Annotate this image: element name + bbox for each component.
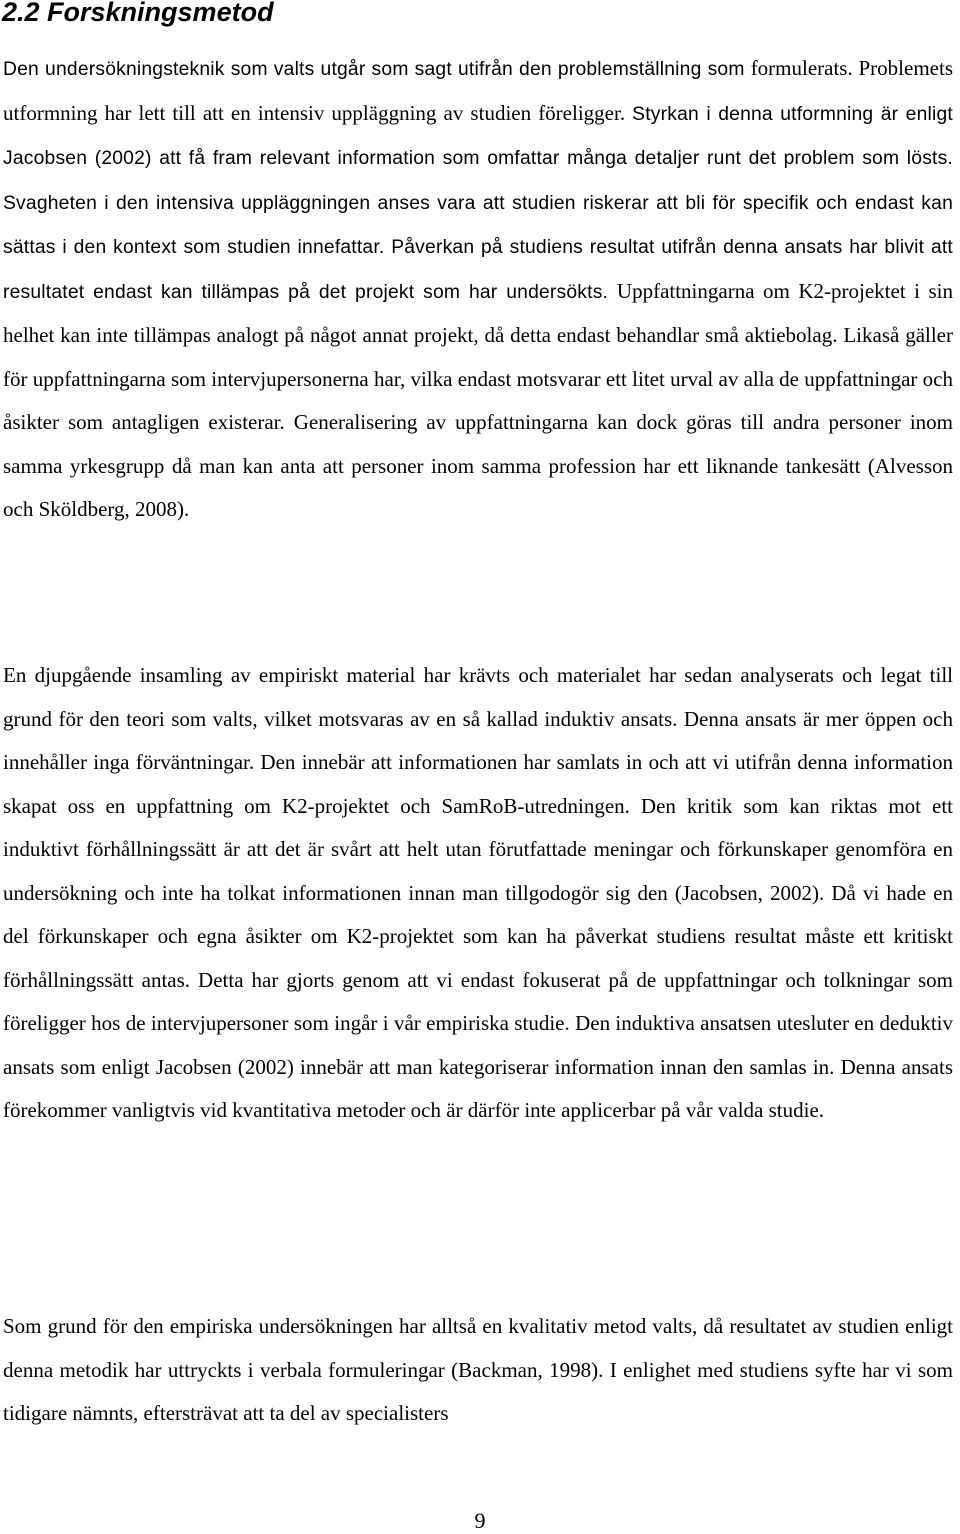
- sentence-segment: Uppfattningarna om K2-projektet i sin helhet kan inte tillämpas analogt på något annat projekt, då detta endast behandlar små aktiebolag. Likaså gäller för uppfattningarna som intervjupersonerna har, vilka endast motsvarar ett litet urval av alla de uppfattningar och åsikter som antagligen existerar. Generalisering av uppfattningarna kan dock göras till andra personer inom samma yrkesgrupp då man kan anta att personer inom samma profession har ett liknande tankesätt (Alvesson och Sköldberg, 2008).: [3, 278, 953, 521]
- paragraph-inductive-approach: [3, 654, 953, 1133]
- sentence-segment: formulerats. Problemets utformning har lett till att en intensiv uppläggning av studien föreligger.: [3, 56, 953, 125]
- sentence-segment: Den undersökningsteknik som valts utgår som sagt utifrån den problemställning som: [3, 59, 751, 80]
- paragraph-qualitative-method: [3, 1305, 953, 1436]
- sentence-segment: Som grund för den empiriska undersökningen har alltså en kvalitativ metod valts, då resultatet av studien enligt denna metodik har uttryckts i verbala formuleringar (Backman, 1998). I enlighet med studiens syfte har vi som tidigare nämnts, eftersträvat att ta del av specialisters: [3, 1314, 953, 1425]
- sentence-segment: En djupgående insamling av empiriskt material har krävts och materialet har sedan analyserats och legat till grund för den teori som valts, vilket motsvaras av en så kallad induktiv ansats. Denna ansats är mer öppen och innehåller inga förväntningar. Den innebär att informationen har samlats in och att vi utifrån denna information skapat oss en uppfattning om K2-projektet och SamRoB-utredningen. Den kritik som kan riktas mot ett induktivt förhållningssätt är att det är svårt att helt utan förutfattade meningar och förkunskaper genomföra en undersökning och inte ha tolkat informationen innan man tillgodogör sig den (Jacobsen, 2002). Då vi hade en del förkunskaper och egna åsikter om K2-projektet som kan ha påverkat studiens resultat måste ett kritiskt förhållningssätt antas. Detta har gjorts genom att vi endast fokuserat på de uppfattningar och tolkningar som föreligger hos de intervjupersoner som ingår i vår empiriska studie. Den induktiva ansatsen utesluter en deduktiv ansats som enligt Jacobsen (2002) innebär att man kategoriserar information innan den samlas in. Denna ansats förekommer vanligtvis vid kvantitativa metoder och är därför inte applicerbar på vår valda studie.: [3, 663, 953, 1122]
- page-number: 9: [474, 1508, 486, 1533]
- section-heading: 2.2 Forskningsmetod: [2, 0, 274, 27]
- sentence-segment: Styrkan i denna utformning är enligt Jacobsen (2002) att få fram relevant information som omfattar många detaljer runt det problem som lösts. Svagheten i den intensiva uppläggningen anses vara att studien riskerar att bli för specifik och endast kan sättas i den kontext som studien innefattar. Påverkan på studiens resultat utifrån denna ansats har blivit att resultatet endast kan tillämpas på det projekt som har undersökts.: [3, 103, 953, 303]
- paragraph-research-method: [3, 47, 953, 532]
